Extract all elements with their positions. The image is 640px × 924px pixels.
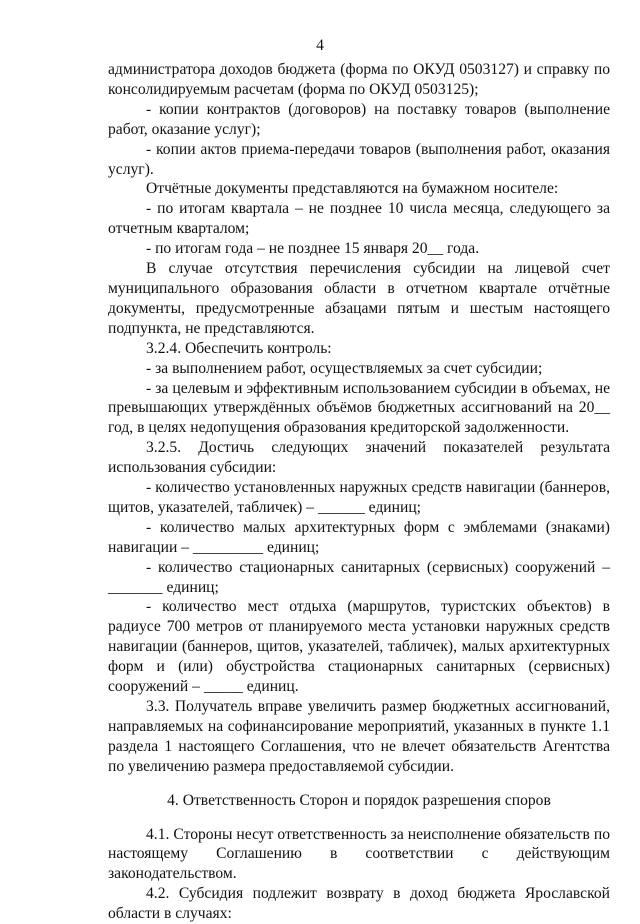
paragraph: - копии актов приема-передачи товаров (выполнения работ, оказания услуг).: [108, 140, 610, 178]
paragraph: - по итогам квартала – не позднее 10 числа месяца, следующего за отчетным кварталом;: [108, 200, 610, 238]
paragraph: - количество стационарных санитарных (сервисных) сооружений – _______ единиц;: [108, 558, 610, 596]
paragraph: Отчётные документы представляются на бумажном носителе:: [146, 180, 559, 198]
section-heading: 4. Ответственность Сторон и порядок разрешения споров: [167, 791, 551, 809]
paragraph: - количество малых архитектурных форм с эмблемами (знаками) навигации – _________ единиц;: [108, 518, 610, 556]
paragraph: 4.1. Стороны несут ответственность за неисполнение обязательств по настоящему Соглашению в соответствии с действующим законодательством.: [108, 825, 610, 883]
paragraph: - за выполнением работ, осуществляемых за счет субсидии;: [146, 359, 543, 377]
paragraph: - по итогам года – не позднее 15 января 20__ года.: [146, 240, 480, 258]
document-body: [108, 60, 610, 924]
paragraph: администратора доходов бюджета (форма по ОКУД 0503127) и справку по консолидируемым расчетам (форма по ОКУД 0503125);: [108, 61, 610, 98]
page-number: 4: [316, 37, 324, 54]
paragraph: 4.2. Субсидия подлежит возврату в доход бюджета Ярославской области в случаях:: [108, 885, 610, 923]
paragraph: - количество мест отдыха (маршрутов, туристских объектов) в радиусе 700 метров от планируемого места установки наружных средств навигации (баннеров, щитов, указателей, табличек), малых архитектурных форм и (или) обустройства стационарных санитарных (сервисных) сооружений – _____ единиц.: [108, 598, 610, 696]
paragraph: - количество установленных наружных средств навигации (баннеров, щитов, указателей, табличек) – ______ единиц;: [108, 479, 610, 516]
paragraph: В случае отсутствия перечисления субсидии на лицевой счет муниципального образования области в отчетном квартале отчётные документы, предусмотренные абзацами пятым и шестым настоящего подпункта, не представляются.: [108, 260, 610, 337]
paragraph: 3.2.4. Обеспечить контроль:: [146, 339, 332, 357]
paragraph: - копии контрактов (договоров) на поставку товаров (выполнение работ, оказание услуг);: [108, 100, 610, 138]
paragraph: - за целевым и эффективным использованием субсидии в объемах, не превышающих утверждённых объёмов бюджетных ассигнований на 20__ год, в целях недопущения образования кредиторской задолженности.: [108, 379, 610, 437]
paragraph: 3.3. Получатель вправе увеличить размер бюджетных ассигнований, направляемых на софинансирование мероприятий, указанных в пункте 1.1 раздела 1 настоящего Соглашения, что не влечет обязательств Агентства по увеличению размера предоставляемой субсидии.: [108, 698, 610, 775]
paragraph: 3.2.5. Достичь следующих значений показателей результата использования субсидии:: [108, 439, 610, 477]
